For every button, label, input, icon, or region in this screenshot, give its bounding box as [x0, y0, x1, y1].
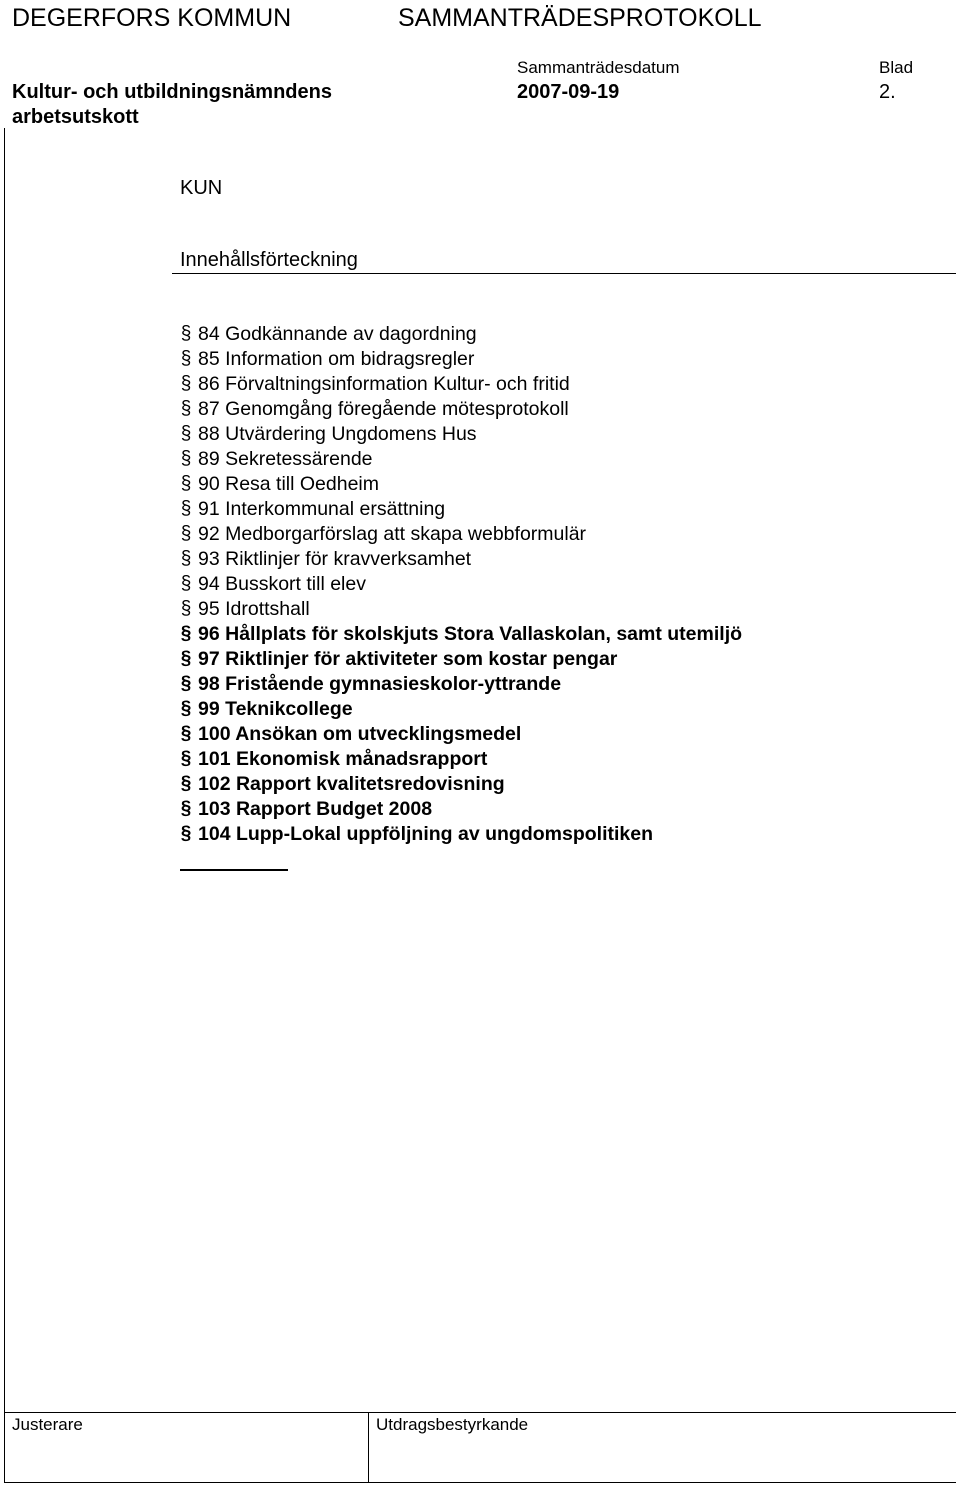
toc-item-label: 101 Ekonomisk månadsrapport: [198, 747, 488, 770]
toc-item: [180, 646, 742, 671]
section-symbol: §: [180, 622, 192, 644]
toc-item-label: 85 Information om bidragsregler: [198, 347, 475, 370]
section-symbol: §: [180, 747, 192, 769]
toc-item-label: 96 Hållplats för skolskjuts Stora Vallaskolan, samt utemiljö: [198, 622, 743, 645]
footer-column-divider: [368, 1412, 369, 1483]
toc-item: [180, 421, 742, 446]
toc-item-label: 104 Lupp-Lokal uppföljning av ungdomspolitiken: [198, 822, 654, 845]
toc-item: [180, 596, 742, 621]
frame-bottom-border: [4, 1482, 956, 1483]
toc-item-label: 90 Resa till Oedheim: [198, 472, 380, 495]
toc-item-label: 92 Medborgarförslag att skapa webbformulär: [198, 522, 587, 545]
section-symbol: §: [180, 522, 192, 544]
section-symbol: §: [180, 347, 192, 369]
toc-item: [180, 821, 742, 846]
section-symbol: §: [180, 472, 192, 494]
toc-item: [180, 446, 742, 471]
toc-item: [180, 521, 742, 546]
page-number: 2.: [879, 81, 896, 103]
section-symbol: §: [180, 647, 192, 669]
toc-item-label: 86 Förvaltningsinformation Kultur- och fritid: [198, 372, 570, 395]
section-symbol: §: [180, 772, 192, 794]
footer-justerare-label: Justerare: [12, 1415, 83, 1434]
toc-item-label: 94 Busskort till elev: [198, 572, 366, 595]
committee-name-line1: Kultur- och utbildningsnämndens: [12, 81, 332, 103]
section-symbol: §: [180, 697, 192, 719]
department-label: KUN: [180, 177, 223, 199]
section-symbol: §: [180, 797, 192, 819]
frame-left-border: [4, 128, 5, 1483]
table-of-contents: [180, 321, 742, 846]
meeting-date-value: 2007-09-19: [517, 81, 620, 103]
toc-item-label: 88 Utvärdering Ungdomens Hus: [198, 422, 477, 445]
committee-name-line2: arbetsutskott: [12, 106, 139, 128]
toc-item-label: 91 Interkommunal ersättning: [198, 497, 446, 520]
section-symbol: §: [180, 372, 192, 394]
toc-item: [180, 571, 742, 596]
toc-item: [180, 621, 742, 646]
toc-item: [180, 346, 742, 371]
toc-item-label: 100 Ansökan om utvecklingsmedel: [198, 722, 522, 745]
toc-item: [180, 771, 742, 796]
toc-item-label: 99 Teknikcollege: [198, 697, 353, 720]
toc-item-label: 98 Fristående gymnasieskolor-yttrande: [198, 672, 562, 695]
toc-item: [180, 496, 742, 521]
toc-item: [180, 746, 742, 771]
section-symbol: §: [180, 572, 192, 594]
toc-item-label: 103 Rapport Budget 2008: [198, 797, 433, 820]
toc-item: [180, 321, 742, 346]
section-symbol: §: [180, 597, 192, 619]
section-symbol: §: [180, 447, 192, 469]
section-symbol: §: [180, 672, 192, 694]
toc-item: [180, 671, 742, 696]
section-symbol: §: [180, 547, 192, 569]
toc-item: [180, 721, 742, 746]
toc-item: [180, 696, 742, 721]
organization-name: DEGERFORS KOMMUN: [12, 4, 292, 32]
toc-item: [180, 471, 742, 496]
toc-item: [180, 546, 742, 571]
toc-item: [180, 796, 742, 821]
toc-item-label: 102 Rapport kvalitetsredovisning: [198, 772, 505, 795]
section-symbol: §: [180, 422, 192, 444]
toc-item: [180, 396, 742, 421]
section-symbol: §: [180, 822, 192, 844]
meeting-date-label: Sammanträdesdatum: [517, 58, 680, 77]
document-type: SAMMANTRÄDESPROTOKOLL: [398, 4, 762, 32]
toc-item-label: 95 Idrottshall: [198, 597, 310, 620]
toc-heading: Innehållsförteckning: [180, 249, 358, 271]
section-symbol: §: [180, 722, 192, 744]
section-symbol: §: [180, 322, 192, 344]
toc-item: [180, 371, 742, 396]
toc-item-label: 84 Godkännande av dagordning: [198, 322, 477, 345]
toc-item-label: 87 Genomgång föregående mötesprotokoll: [198, 397, 569, 420]
toc-item-label: 93 Riktlinjer för kravverksamhet: [198, 547, 472, 570]
section-symbol: §: [180, 397, 192, 419]
heading-divider: [172, 273, 956, 274]
footer-divider: [4, 1412, 956, 1413]
end-rule: [180, 869, 288, 871]
section-symbol: §: [180, 497, 192, 519]
footer-utdrag-label: Utdragsbestyrkande: [376, 1415, 529, 1434]
toc-item-label: 97 Riktlinjer för aktiviteter som kostar pengar: [198, 647, 618, 670]
toc-item-label: 89 Sekretessärende: [198, 447, 373, 470]
page-label: Blad: [879, 58, 914, 77]
